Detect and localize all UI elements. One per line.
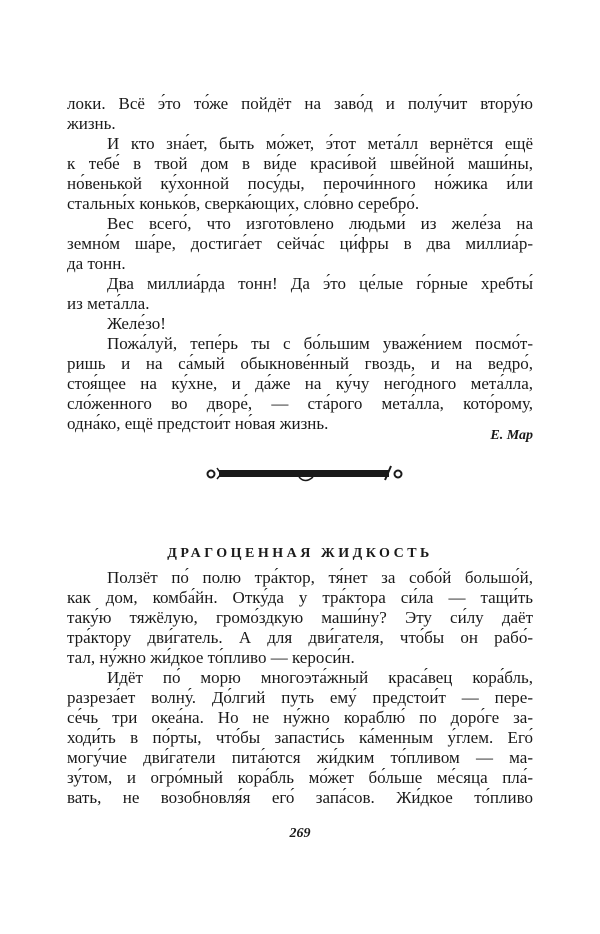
text-line: И кто зна́ет, быть мо́жет, э́тот мета́лл вернётся ещё [107, 134, 533, 153]
page-number: 269 [289, 826, 311, 841]
text-line: но́венькой ку́хонной посу́ды, перочи́нного но́жика и́ли [67, 174, 533, 193]
text-line: земно́м ша́ре, достига́ет сейча́с ци́фры в два миллиа́р- [67, 234, 533, 253]
text-line: разреза́ет волну́. До́лгий путь ему́ предстои́т — пере- [67, 688, 533, 707]
text-line: Вес всего́, что изгото́влено людьми́ из желе́за на [107, 214, 533, 233]
text-line: Желе́зо! [107, 314, 166, 333]
text-line: жизнь. [67, 114, 116, 133]
text-line: локи. Всё э́то то́же пойдёт на заво́д и полу́чит втору́ю [67, 94, 533, 113]
text-line: таку́ю тяжёлую, громо́здкую маши́ну? Эту си́лу даёт [67, 608, 533, 627]
text-line: Ползёт по́ полю тра́ктор, тя́нет за собо́й большо́й, [107, 568, 533, 587]
text-line: зу́том, и огро́мный кора́бль мо́жет бо́льше ме́сяца пла́- [67, 768, 533, 787]
text-line: стоя́щее на ку́хне, и да́же на ку́чу него́дного мета́лла, [67, 374, 533, 393]
text-line: Два миллиа́рда тонн! Да э́то це́лые го́рные хребты́ [107, 274, 533, 293]
section-heading: ДРАГОЦЕННАЯ ЖИДКОСТЬ [167, 546, 433, 561]
article-iron-ending [67, 94, 533, 434]
text-line: стальны́х конько́в, сверка́ющих, сло́вно серебро́. [67, 194, 420, 213]
text-line: тра́ктору дви́гатель. А для дви́гателя, что́бы он рабо́- [67, 628, 533, 647]
text-line: Идёт по́ морю многоэта́жный краса́вец кора́бль, [107, 668, 533, 687]
text-line: могу́чие дви́гатели пита́ются жи́дким то́пливом — ма- [67, 748, 533, 767]
text-line: ходи́ть в по́рты, что́бы запасти́сь ка́менным у́глем. Его́ [67, 728, 533, 747]
ornament-divider-icon [205, 462, 405, 484]
text-line: одна́ко, ещё предстои́т но́вая жизнь. [67, 414, 329, 433]
text-line: да тонн. [67, 254, 126, 273]
text-line: к тебе́ в твой дом в ви́де краси́вой шве́йной маши́ны, [67, 154, 533, 173]
text-line: се́чь три океа́на. Но не ну́жно кораблю́ по доро́ге за- [67, 708, 533, 727]
text-line: тал, ну́жно жи́дкое то́пливо — кероси́н. [67, 648, 355, 667]
text-line: сло́женного во дворе́, — ста́рого мета́лла, кото́рому, [67, 394, 533, 413]
text-line: ришь и на са́мый обыкнове́нный гвоздь, и на ведро́, [67, 354, 533, 373]
text-line: Пожа́луй, тепе́рь ты с бо́льшим уваже́нием посмо́т- [107, 334, 533, 353]
author-signature: Е. Мар [490, 428, 533, 443]
article-precious-liquid [67, 568, 533, 808]
text-line: вать, не возобновля́я его́ запа́сов. Жи́дкое то́пливо [67, 788, 533, 807]
text-line: как дом, комба́йн. Отку́да у тра́ктора си́ла — тащи́ть [67, 588, 533, 607]
text-line: из мета́лла. [67, 294, 150, 313]
